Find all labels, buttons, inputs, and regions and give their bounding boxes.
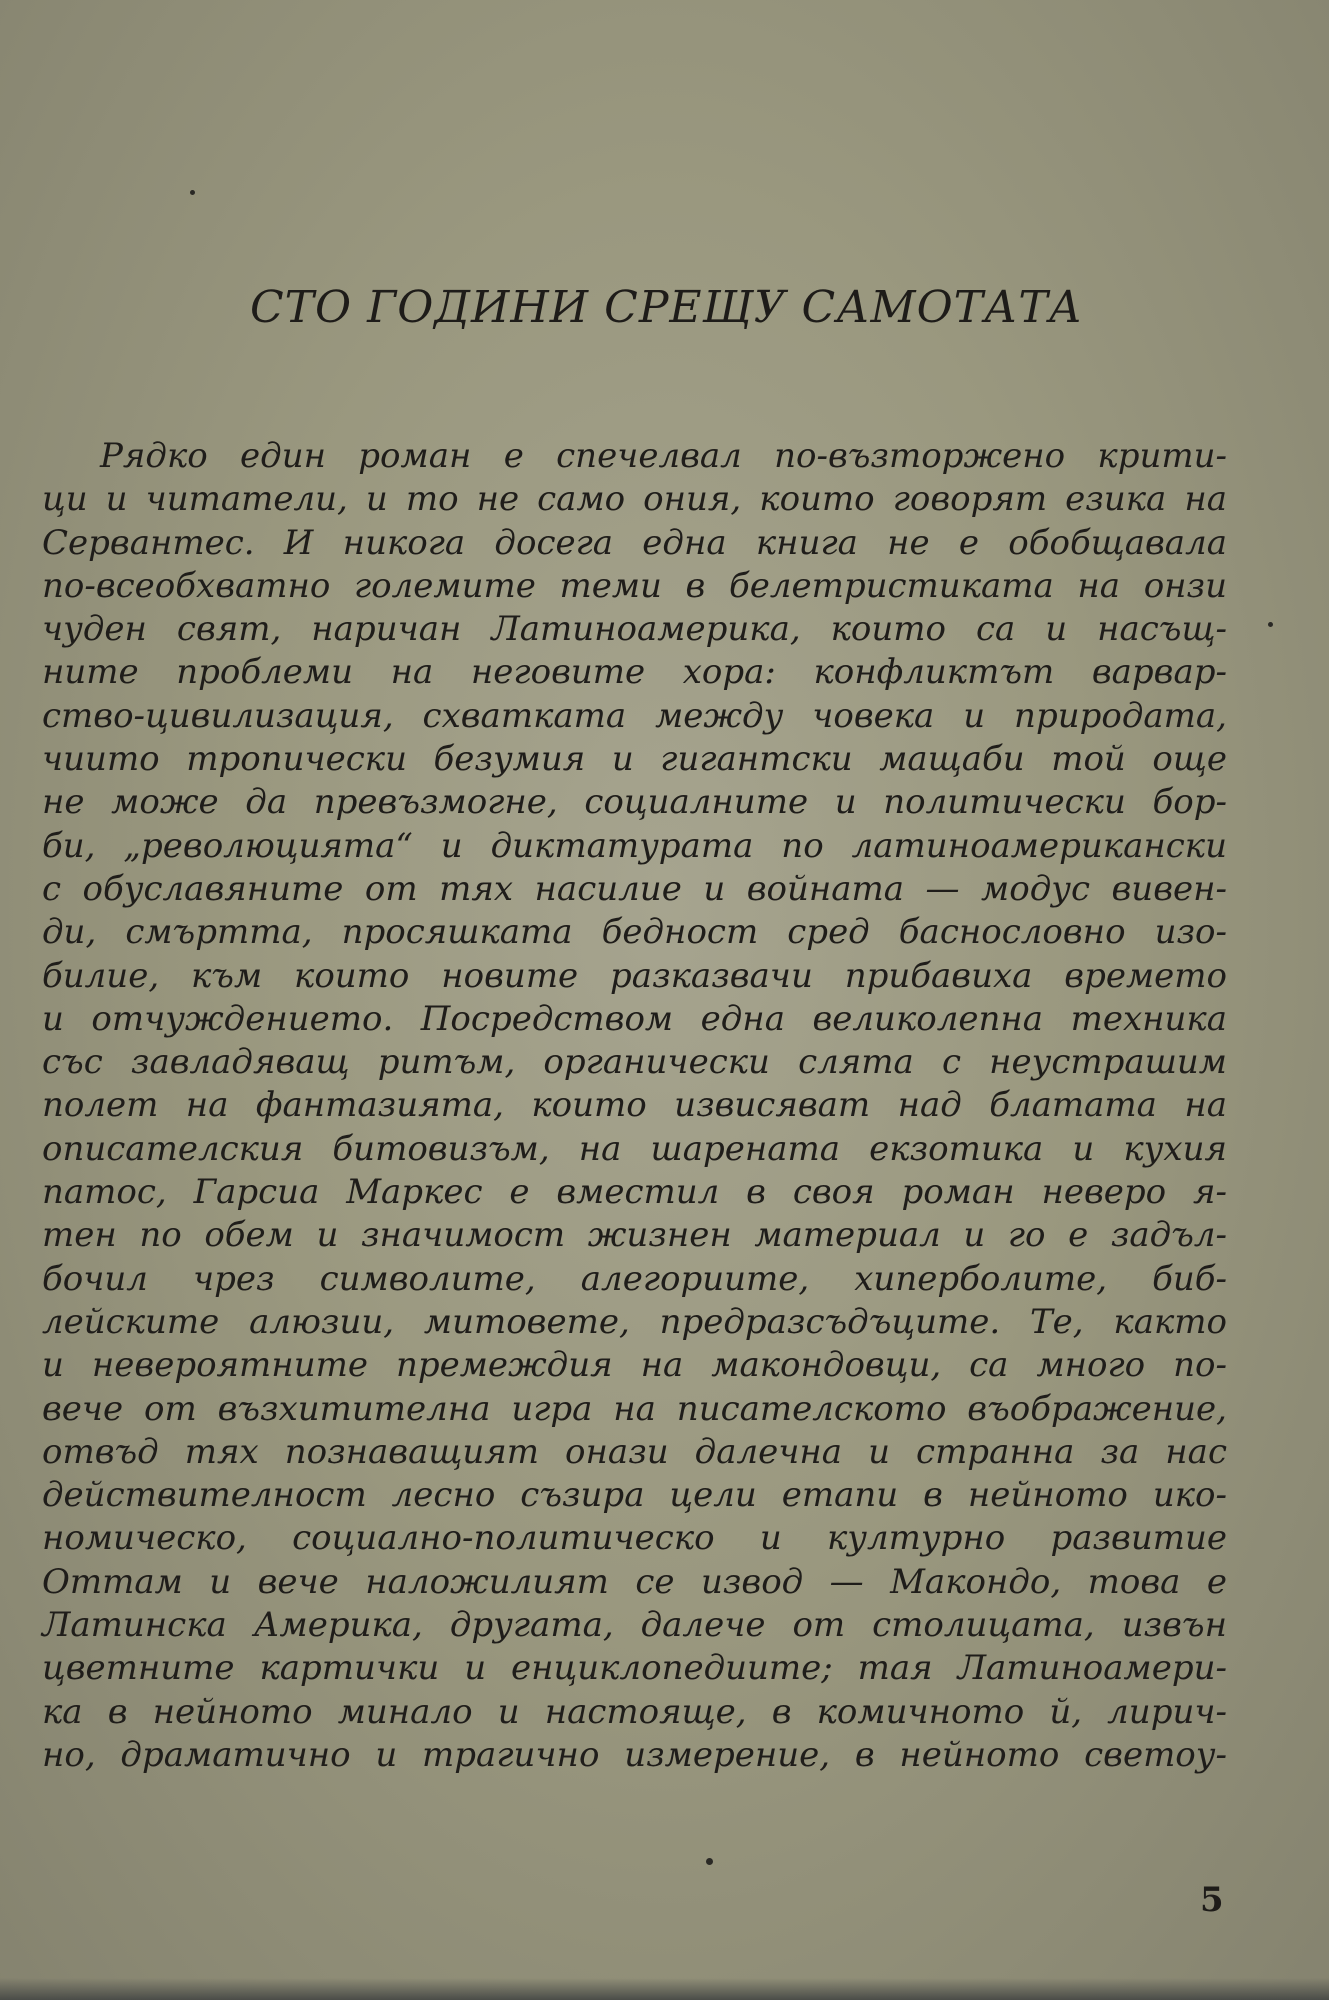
text-line: ните проблеми на неговите хора: конфликтът варвар- (42, 652, 1227, 693)
text-line: лейските алюзии, митовете, предразсъдъците. Те, както (42, 1301, 1227, 1342)
text-line: би, „революцията“ и диктатурата по латиноамерикански (42, 825, 1227, 866)
text-line: ство-цивилизация, схватката между човека и природата, (42, 695, 1227, 736)
text-line: Оттам и вече наложилият се извод — Макондо, това е (42, 1561, 1227, 1602)
text-line: и невероятните премеждия на макондовци, са много по- (42, 1345, 1227, 1386)
text-line: описателския битовизъм, на шарената екзотика и кухия (42, 1128, 1227, 1169)
text-line: действителност лесно съзира цели етапи в нейното ико- (42, 1475, 1227, 1516)
text-line: патос, Гарсиа Маркес е вместил в своя роман неверо я- (42, 1172, 1227, 1213)
text-line: Латинска Америка, другата, далече от столицата, извън (42, 1605, 1227, 1646)
text-line: Рядко един роман е спечелвал по-възторжено крити- (100, 436, 1227, 476)
text-line: цветните картички и енциклопедиите; тая Латиноамери- (42, 1648, 1227, 1689)
print-speck (1268, 622, 1273, 627)
text-line: чуден свят, наричан Латиноамерика, които са и насъщ- (42, 609, 1227, 650)
text-line: бочил чрез символите, алегориите, хиперболите, биб- (42, 1258, 1227, 1299)
text-line: но, драматично и трагично измерение, в нейното светоу- (42, 1734, 1227, 1775)
text-line: с обуславяните от тях насилие и войната — модус вивен- (42, 868, 1227, 909)
chapter-title: СТО ГОДИНИ СРЕЩУ САМОТАТА (250, 282, 1083, 333)
text-line: и отчуждението. Посредством една великолепна техника (42, 998, 1227, 1039)
text-line: чиито тропически безумия и гигантски мащаби той още (42, 739, 1227, 780)
text-line: ка в нейното минало и настояще, в комичното й, лирич- (42, 1691, 1227, 1732)
text-line: билие, към които новите разказвачи прибавиха времето (42, 955, 1227, 996)
text-line: отвъд тях познаващият онази далечна и странна за нас (42, 1431, 1227, 1472)
page-number: 5 (1200, 1880, 1224, 1920)
text-line: със завладяващ ритъм, органически слята с неустрашим (42, 1042, 1227, 1083)
text-line: тен по обем и значимост жизнен материал и го е задъл- (42, 1215, 1227, 1256)
text-line: по-всеобхватно големите теми в белетристиката на онзи (42, 565, 1227, 606)
body-text (42, 435, 1227, 1777)
text-line: номическо, социално-политическо и културно развитие (42, 1518, 1227, 1559)
text-line: Сервантес. И никога досега една книга не е обобщавала (42, 522, 1227, 563)
text-line: вече от възхитителна игра на писателското въображение, (42, 1388, 1227, 1429)
text-line: ди, смъртта, просяшката бедност сред баснословно изо- (42, 912, 1227, 953)
print-speck (190, 190, 195, 195)
text-line: ци и читатели, и то не само ония, които говорят езика на (42, 479, 1227, 520)
text-line: не може да превъзмогне, социалните и политически бор- (42, 782, 1227, 823)
text-line: полет на фантазията, които извисяват над блатата на (42, 1085, 1227, 1126)
print-speck (706, 1858, 713, 1865)
